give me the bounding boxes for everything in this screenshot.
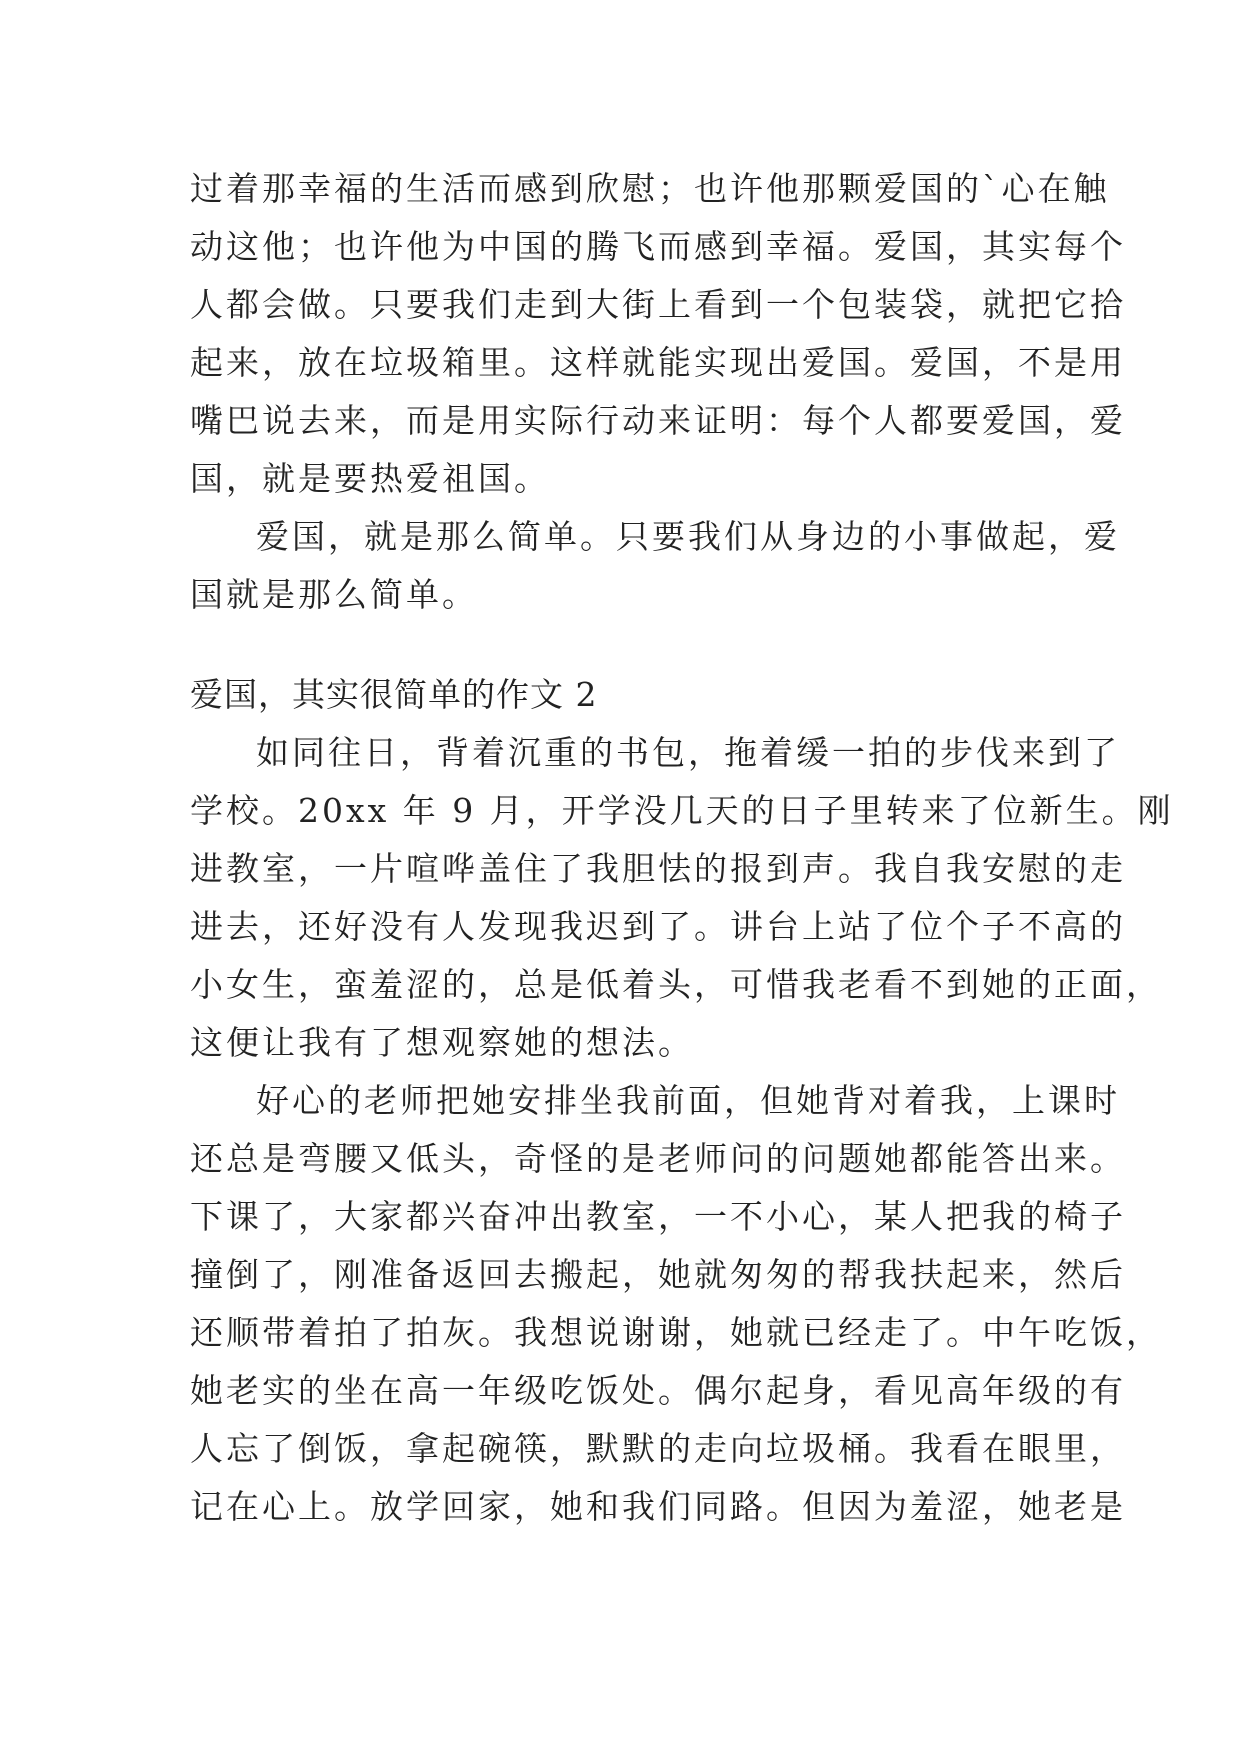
paragraph-1 [190,160,1126,508]
text-line: 下课了，大家都兴奋冲出教室，一不小心，某人把我的椅子 [190,1197,1126,1236]
text-line: 学校。20xx 年 9 月，开学没几天的日子里转来了位新生。刚 [190,791,1174,830]
text-line: 起来，放在垃圾箱里。这样就能实现出爱国。爱国，不是用 [190,343,1126,382]
paragraph-4 [190,1072,1162,1536]
text-line: 国，就是要热爱祖国。 [190,459,550,498]
text-line: 小女生，蛮羞涩的，总是低着头，可惜我老看不到她的正面， [190,965,1162,1004]
text-line: 进教室，一片喧哗盖住了我胆怯的报到声。我自我安慰的走 [190,849,1126,888]
text-line: 国就是那么简单。 [190,575,478,614]
text-line: 还顺带着拍了拍灰。我想说谢谢，她就已经走了。中午吃饭， [190,1313,1162,1352]
text-line: 这便让我有了想观察她的想法。 [190,1023,694,1062]
text-line: 嘴巴说去来，而是用实际行动来证明：每个人都要爱国，爱 [190,401,1126,440]
text-line: 她老实的坐在高一年级吃饭处。偶尔起身，看见高年级的有 [190,1371,1126,1410]
text-line: 爱国，就是那么简单。只要我们从身边的小事做起，爱 [256,517,1120,556]
text-line: 人忘了倒饭，拿起碗筷，默默的走向垃圾桶。我看在眼里， [190,1429,1126,1468]
text-line: 人都会做。只要我们走到大街上看到一个包装袋，就把它拾 [190,285,1126,324]
text-line: 好心的老师把她安排坐我前面，但她背对着我，上课时 [256,1081,1120,1120]
text-line: 进去，还好没有人发现我迟到了。讲台上站了位个子不高的 [190,907,1126,946]
text-line: 撞倒了，刚准备返回去搬起，她就匆匆的帮我扶起来，然后 [190,1255,1126,1294]
paragraph-3 [190,724,1174,1072]
text-line: 如同往日，背着沉重的书包，拖着缓一拍的步伐来到了 [256,733,1120,772]
paragraph-2 [190,508,1120,624]
text-line: 记在心上。放学回家，她和我们同路。但因为羞涩，她老是 [190,1487,1126,1526]
text-line: 过着那幸福的生活而感到欣慰；也许他那颗爱国的`心在触 [190,169,1110,208]
document-body [190,160,1174,1536]
section-spacer [190,624,1070,666]
text-line: 动这他；也许他为中国的腾飞而感到幸福。爱国，其实每个 [190,227,1126,266]
section-title: 爱国，其实很简单的作文 2 [190,675,598,714]
text-line: 还总是弯腰又低头，奇怪的是老师问的问题她都能答出来。 [190,1139,1126,1178]
